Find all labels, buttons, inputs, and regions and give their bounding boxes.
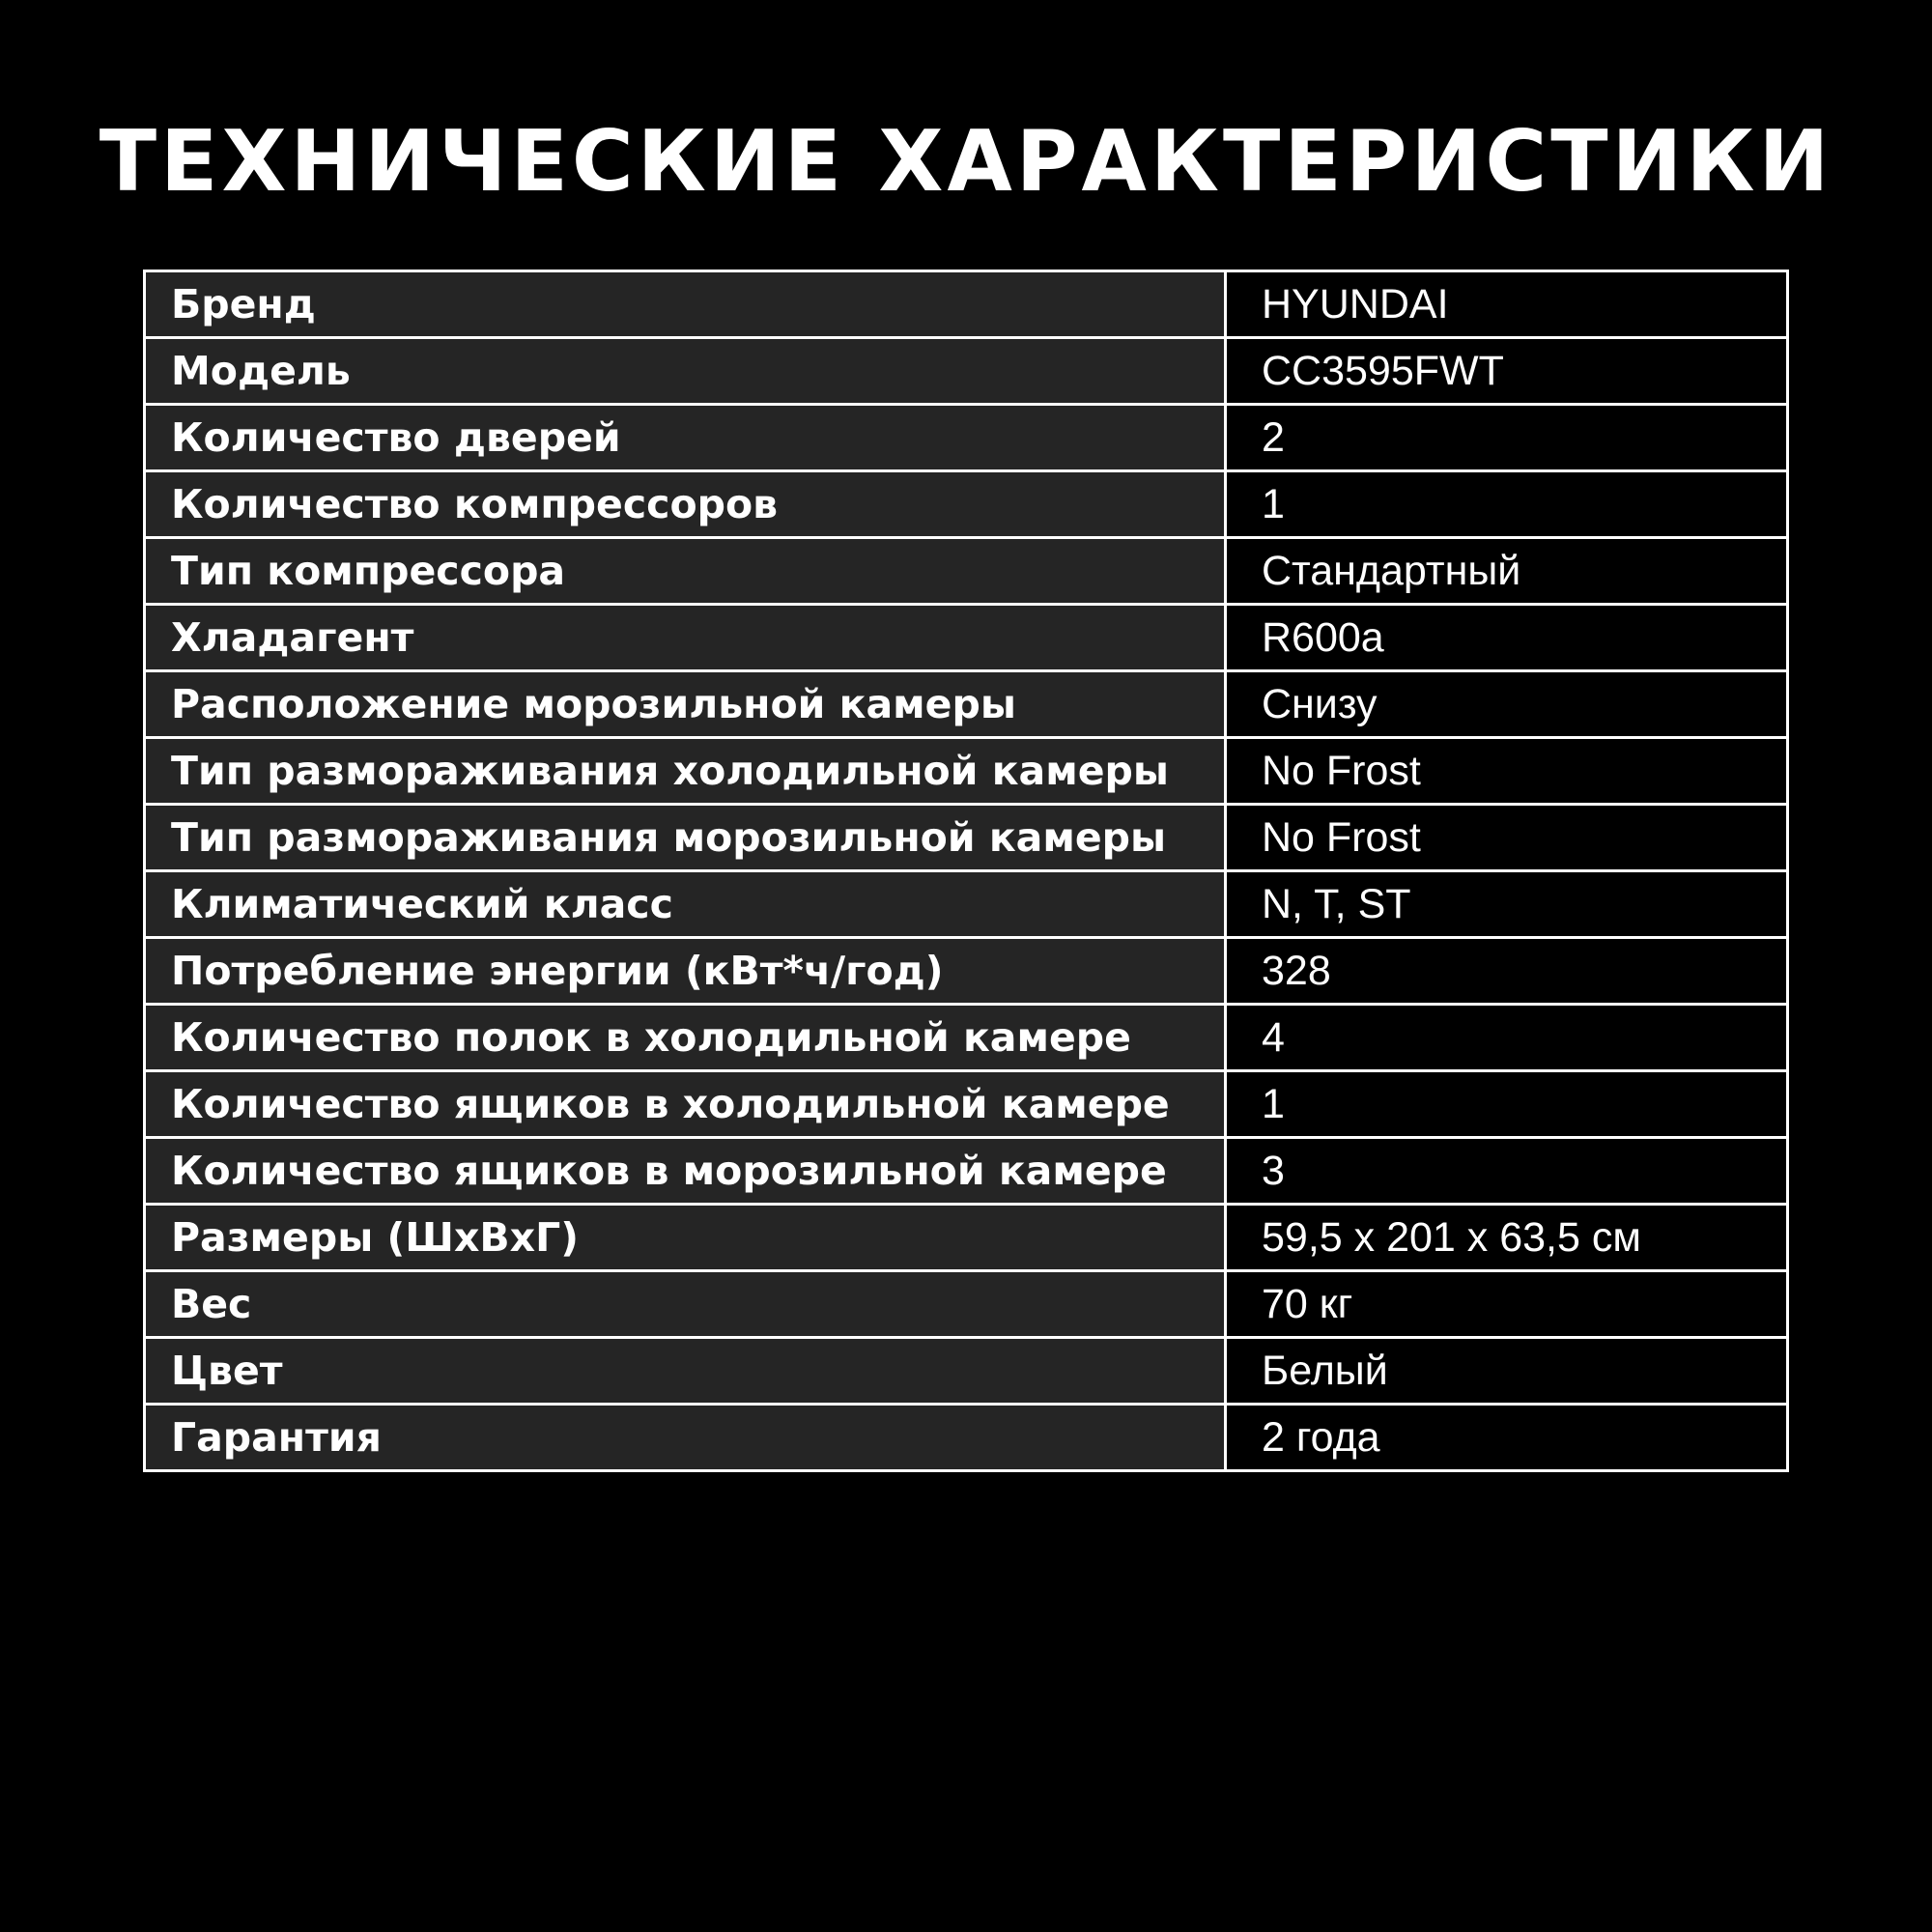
table-row: [145, 471, 1788, 538]
spec-table: [143, 270, 1789, 1472]
table-row: [145, 1205, 1788, 1271]
spec-value: 3: [1226, 1138, 1788, 1205]
table-row: [145, 605, 1788, 671]
spec-label: Модель: [145, 338, 1226, 405]
spec-value: Стандартный: [1226, 538, 1788, 605]
spec-value: 59,5 х 201 х 63,5 см: [1226, 1205, 1788, 1271]
table-row: [145, 1005, 1788, 1071]
table-row: [145, 1338, 1788, 1405]
spec-value: 70 кг: [1226, 1271, 1788, 1338]
table-row: [145, 338, 1788, 405]
table-row: [145, 1271, 1788, 1338]
table-row: [145, 1405, 1788, 1471]
table-row: [145, 1071, 1788, 1138]
spec-value: CC3595FWT: [1226, 338, 1788, 405]
spec-label: Тип размораживания морозильной камеры: [145, 805, 1226, 871]
spec-label: Количество ящиков в холодильной камере: [145, 1071, 1226, 1138]
spec-label: Расположение морозильной камеры: [145, 671, 1226, 738]
spec-label: Количество дверей: [145, 405, 1226, 471]
spec-label: Климатический класс: [145, 871, 1226, 938]
spec-label: Цвет: [145, 1338, 1226, 1405]
spec-value: 328: [1226, 938, 1788, 1005]
table-row: [145, 671, 1788, 738]
spec-value: HYUNDAI: [1226, 271, 1788, 338]
spec-value: 4: [1226, 1005, 1788, 1071]
spec-label: Количество полок в холодильной камере: [145, 1005, 1226, 1071]
spec-label: Потребление энергии (кВт*ч/год): [145, 938, 1226, 1005]
table-row: [145, 271, 1788, 338]
spec-label: Хладагент: [145, 605, 1226, 671]
spec-label: Тип компрессора: [145, 538, 1226, 605]
table-row: [145, 405, 1788, 471]
spec-label: Бренд: [145, 271, 1226, 338]
spec-label: Вес: [145, 1271, 1226, 1338]
spec-value: R600a: [1226, 605, 1788, 671]
spec-value: No Frost: [1226, 738, 1788, 805]
spec-label: Количество ящиков в морозильной камере: [145, 1138, 1226, 1205]
table-row: [145, 738, 1788, 805]
page-title: ТЕХНИЧЕСКИЕ ХАРАКТЕРИСТИКИ: [99, 112, 1833, 211]
spec-table-body: [145, 271, 1788, 1471]
table-row: [145, 938, 1788, 1005]
spec-value: N, T, ST: [1226, 871, 1788, 938]
spec-label: Гарантия: [145, 1405, 1226, 1471]
spec-label: Количество компрессоров: [145, 471, 1226, 538]
spec-value: 1: [1226, 471, 1788, 538]
table-row: [145, 1138, 1788, 1205]
table-row: [145, 805, 1788, 871]
spec-value: No Frost: [1226, 805, 1788, 871]
spec-value: 1: [1226, 1071, 1788, 1138]
spec-value: 2: [1226, 405, 1788, 471]
table-row: [145, 871, 1788, 938]
spec-label: Тип размораживания холодильной камеры: [145, 738, 1226, 805]
table-row: [145, 538, 1788, 605]
spec-value: Снизу: [1226, 671, 1788, 738]
spec-value: 2 года: [1226, 1405, 1788, 1471]
spec-value: Белый: [1226, 1338, 1788, 1405]
spec-label: Размеры (ШхВхГ): [145, 1205, 1226, 1271]
